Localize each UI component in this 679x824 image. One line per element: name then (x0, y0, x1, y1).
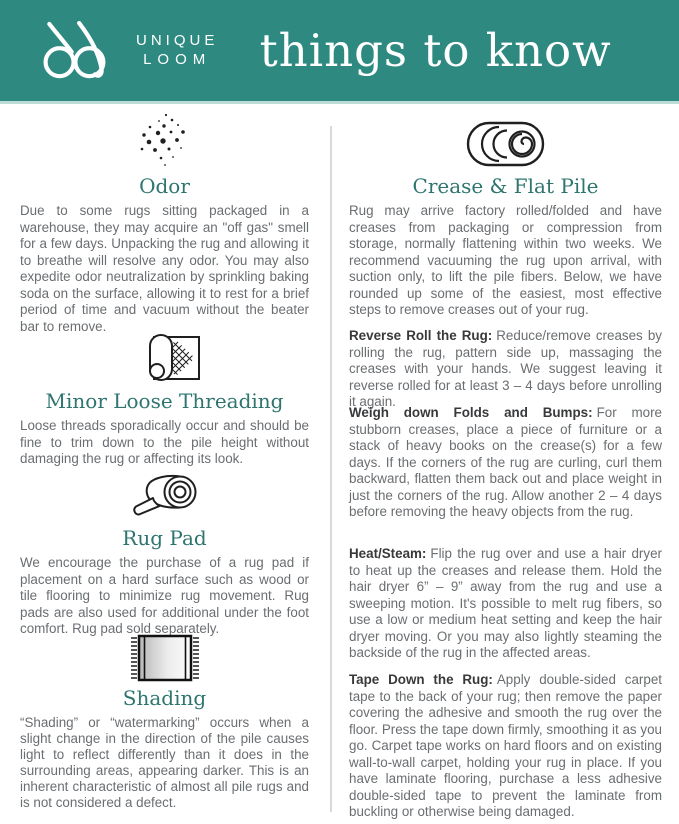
section-body-shading: “Shading” or “watermarking” occurs when a slight change in the direction of the pile causes light to reflect differently than it does in the surrounding areas, appearing darker. This is an inherent characteristic of almost all pile rugs and is not considered a defect. (20, 715, 309, 810)
header-band (0, 0, 679, 104)
section-heading-odor: Odor (139, 174, 190, 198)
tip-reverse-roll-label: Reverse Roll the Rug: (349, 328, 493, 343)
section-body-rug-pad: We encourage the purchase of a rug pad if placement on a hard surface such as wood or tile flooring to minimize rug movement. Rug pads are also used for additional under the foot comfort. Rug pad sold separately. (20, 555, 309, 636)
brand-wordmark (136, 32, 218, 70)
unique-loom-logo (40, 19, 218, 83)
tip-reverse-roll-text: Reduce/remove creases by rolling the rug, pattern side up, massaging the creases with your hands. We suggest leaving it reverse rolled for at least 3 – 4 days before unrolling it again. (349, 328, 662, 409)
brand-word-loom: LOOM (143, 50, 212, 68)
section-body-loose-threading: Loose threads sporadically occur and should be fine to trim down to the pile height without damaging the rug or affecting its look. (20, 418, 309, 466)
section-heading-loose-threading: Minor Loose Threading (45, 389, 284, 413)
section-body-crease: Rug may arrive factory rolled/folded and have creases from packaging or compression from storage, normally flattening within two weeks. We recommend vacuuming the rug upon arrival, with suction only, to lift the pile fibers. Below, we have rounded up some of the easiest, most effective steps to remove creases out of your rug. (349, 203, 662, 317)
section-odor (20, 112, 309, 335)
section-heading-shading: Shading (122, 686, 207, 710)
shaded-rug-icon (20, 634, 309, 682)
tip-weigh-down-label: Weigh down Folds and Bumps: (349, 405, 593, 420)
tip-weigh-down-text: For more stubborn creases, place a piece of furniture or a stack of heavy books on the crease(s) for a few days. If the corners of the rug are curling, curl them backward, flatten them back out and place weight in just the corners of the rug. Allow another 2 – 4 days before removing the heavy objects from the rug. (349, 405, 662, 519)
tip-weigh-down (349, 405, 662, 521)
section-body-odor: Due to some rugs sitting packaged in a warehouse, they may acquire an "off gas" smell for a few days. Unpacking the rug and allowing it to breathe will resolve any odor. You may also expedite odor neutralization by sprinkling baking soda on the surface, allowing it to rest for a brief period of time and vacuum without the beater bar to remove. (20, 203, 309, 334)
tip-heat-steam (349, 546, 662, 662)
tip-tape-down-label: Tape Down the Rug: (349, 672, 493, 687)
odor-specks-icon (20, 112, 309, 170)
tip-tape-down (349, 672, 662, 821)
section-crease-flat-pile (349, 118, 662, 319)
tip-reverse-roll (349, 328, 662, 411)
tip-tape-down-text: Apply double-sided carpet tape to the back of your rug; then remove the paper covering the adhesive and smooth the rug over the floor. Press the tape down firmly, smoothing it as you go. Carpet tape works on hard floors and on existing wall-to-wall carpet, holding your rug in place. If you have laminate flooring, purchase a less adhesive double-sided tape to prevent the laminate from buckling or otherwise being damaged. (349, 672, 662, 819)
section-heading-rug-pad: Rug Pad (122, 526, 207, 550)
section-heading-crease: Crease & Flat Pile (412, 174, 599, 198)
section-shading (20, 634, 309, 811)
rolled-rug-end-icon (349, 118, 662, 170)
rug-pad-roll-icon (20, 468, 309, 522)
brand-word-unique: UNIQUE (136, 31, 219, 49)
column-divider (330, 126, 332, 812)
tip-heat-steam-text: Flip the rug over and use a hair dryer to heat up the creases and release them. Hold the hair dryer 6” – 9” away from the rug and use a sweeping motion. It's possible to melt rug fibers, so use a low or medium heat setting and keep the hair dryer moving. Or you may also lightly steaming the backside of the rug in the affected areas. (349, 546, 662, 660)
loom-loops-icon (40, 19, 122, 83)
section-loose-threading (20, 327, 309, 468)
tip-heat-steam-label: Heat/Steam: (349, 546, 427, 561)
page-title: things to know (259, 24, 612, 77)
unrolling-rug-icon (20, 327, 309, 385)
section-rug-pad (20, 468, 309, 638)
